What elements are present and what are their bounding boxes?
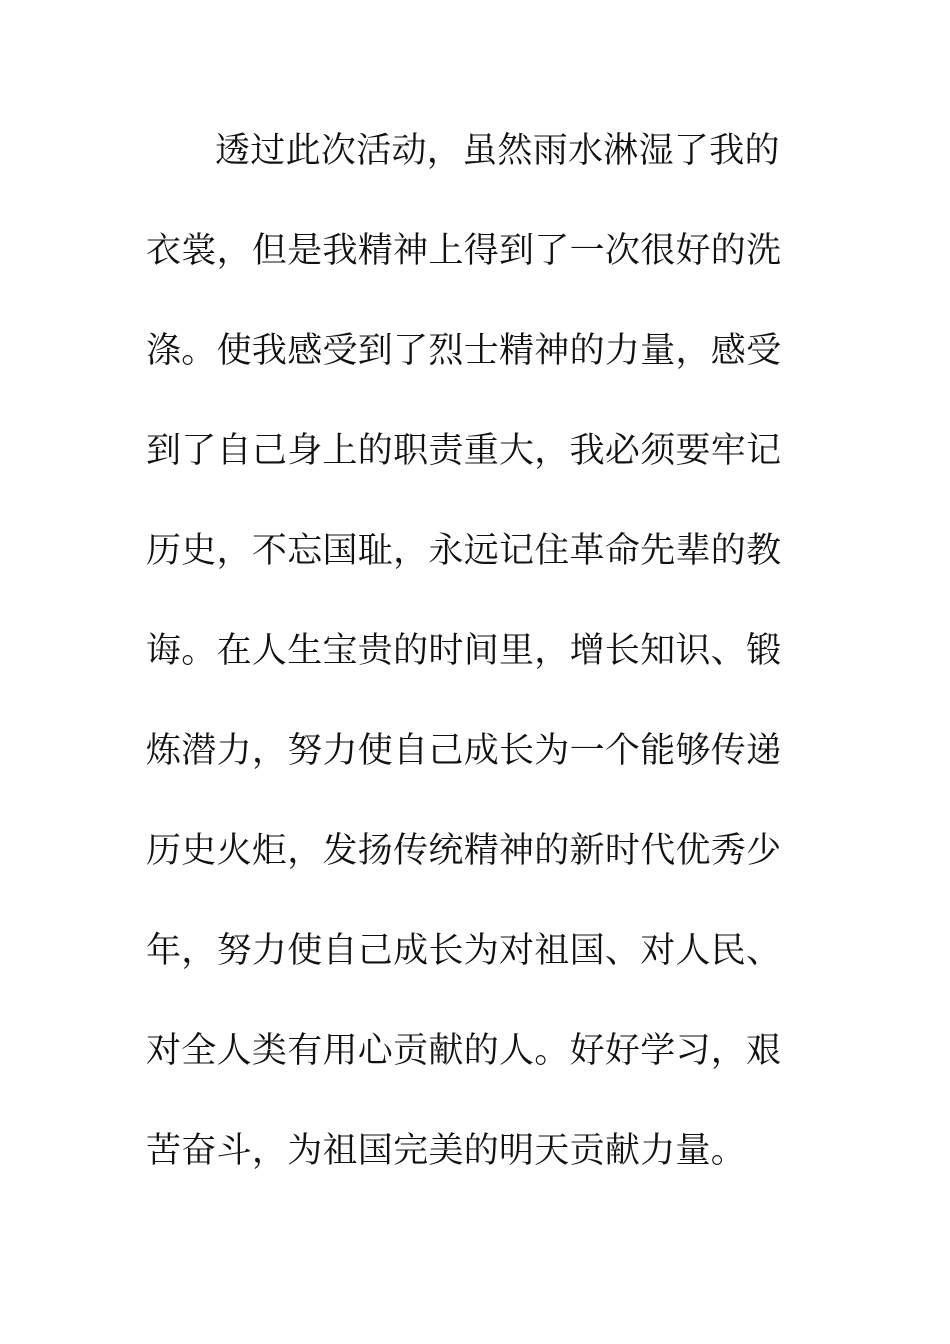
paragraph-line-4: 到了自己身上的职责重大，我必须要牢记 (146, 431, 782, 471)
paragraph-line-11: 苦奋斗，为祖国完美的明天贡献力量。 (146, 1131, 747, 1171)
paragraph-line-3: 涤。使我感受到了烈士精神的力量，感受 (146, 331, 782, 371)
paragraph-line-9: 年，努力使自己成长为对祖国、对人民、 (146, 931, 782, 971)
paragraph-line-6: 诲。在人生宝贵的时间里，增长知识、锻 (146, 631, 782, 671)
paragraph-line-2: 衣裳，但是我精神上得到了一次很好的洗 (146, 231, 782, 271)
paragraph-line-8: 历史火炬，发扬传统精神的新时代优秀少 (146, 831, 782, 871)
paragraph-line-1: 透过此次活动，虽然雨水淋湿了我的 (215, 131, 780, 171)
paragraph-line-10: 对全人类有用心贡献的人。好好学习，艰 (146, 1031, 782, 1071)
paragraph-line-5: 历史，不忘国耻，永远记住革命先辈的教 (146, 531, 782, 571)
paragraph (146, 126, 786, 1226)
paragraph-line-7: 炼潜力，努力使自己成长为一个能够传递 (146, 731, 782, 771)
